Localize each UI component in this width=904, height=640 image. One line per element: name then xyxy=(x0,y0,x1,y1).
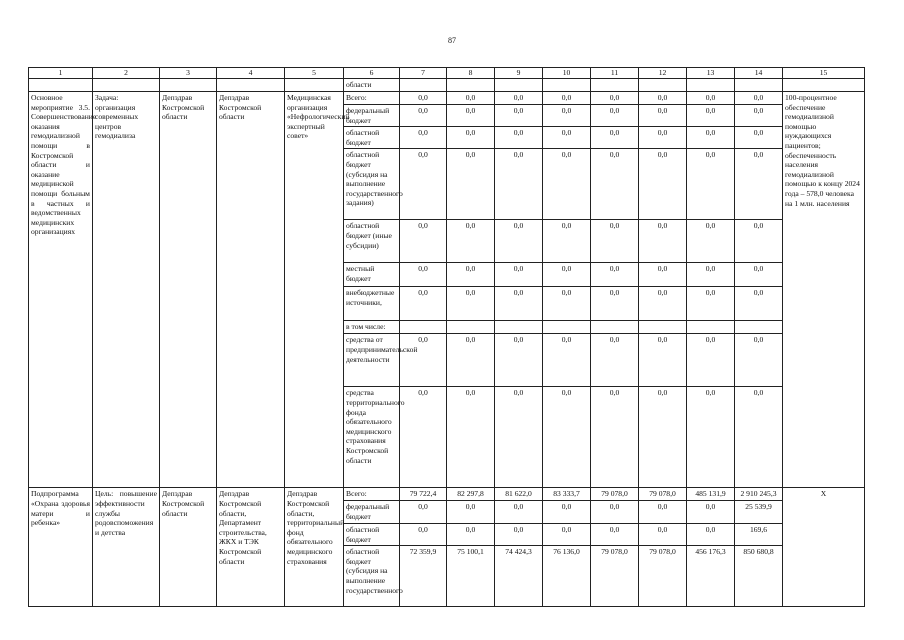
amount-cell: 0,0 xyxy=(735,387,783,488)
header-cell: 1 xyxy=(29,68,93,79)
amount-cell: 0,0 xyxy=(495,387,543,488)
amount-cell: 0,0 xyxy=(495,263,543,287)
amount-cell: 25 539,9 xyxy=(735,500,783,523)
amount-cell: 0,0 xyxy=(639,263,687,287)
amount-cell: 79 078,0 xyxy=(639,546,687,607)
empty-cell xyxy=(93,79,160,92)
block2-activity-name: Подпрограмма «Охрана здоровья матери и ребенка» xyxy=(29,488,93,607)
header-cell: 2 xyxy=(93,68,160,79)
block2-row xyxy=(29,488,865,501)
amount-cell: 0,0 xyxy=(543,263,591,287)
amount-cell: 0,0 xyxy=(639,500,687,523)
amount-cell: 0,0 xyxy=(447,523,495,545)
amount-cell: 79 078,0 xyxy=(591,546,639,607)
header-cell: 5 xyxy=(285,68,344,79)
amount-cell: 0,0 xyxy=(687,334,735,387)
amount-cell: 79 078,0 xyxy=(639,488,687,501)
amount-cell: 0,0 xyxy=(639,287,687,321)
funding-source: местный бюджет xyxy=(344,263,400,287)
amount-cell: 0,0 xyxy=(543,149,591,220)
header-cell: 7 xyxy=(400,68,447,79)
empty-cell xyxy=(783,79,865,92)
amount-cell: 0,0 xyxy=(687,220,735,263)
amount-cell: 0,0 xyxy=(639,127,687,149)
amount-cell: 0,0 xyxy=(735,105,783,127)
block1-coexecutors: Депздрав Костромской области xyxy=(217,92,285,488)
amount-cell: 0,0 xyxy=(447,127,495,149)
header-cell: 11 xyxy=(591,68,639,79)
amount-cell: 0,0 xyxy=(687,500,735,523)
amount-cell xyxy=(447,321,495,334)
header-cell: 3 xyxy=(160,68,217,79)
amount-cell: 0,0 xyxy=(495,149,543,220)
amount-cell: 0,0 xyxy=(447,334,495,387)
amount-cell xyxy=(591,321,639,334)
amount-cell: 169,6 xyxy=(735,523,783,545)
amount-cell: 0,0 xyxy=(400,500,447,523)
block1-task: Задача: организация современных центров гемодиализа xyxy=(93,92,160,488)
amount-cell: 0,0 xyxy=(400,334,447,387)
amount-cell: 0,0 xyxy=(591,287,639,321)
block1-result: 100-процентное обеспечение гемодиализной помощью нуждающихся пациентов; обеспеченность населения гемодиализной помощью к концу 2024 года – 578,0 человека на 1 млн. населения xyxy=(783,92,865,488)
amount-cell: 0,0 xyxy=(639,523,687,545)
amount-cell: 0,0 xyxy=(687,523,735,545)
header-cell: 12 xyxy=(639,68,687,79)
header-cell: 15 xyxy=(783,68,865,79)
amount-cell: 0,0 xyxy=(735,149,783,220)
block1-responsible: Депздрав Костромской области xyxy=(160,92,217,488)
empty-cell xyxy=(495,79,543,92)
amount-cell: 0,0 xyxy=(639,387,687,488)
amount-cell: 0,0 xyxy=(735,287,783,321)
block2-task: Цель: повышение эффективности службы родовспоможения и детства xyxy=(93,488,160,607)
amount-cell: 0,0 xyxy=(591,105,639,127)
header-cell: 10 xyxy=(543,68,591,79)
funding-source: средства территориального фонда обязательного медицинского страхования Костромской области xyxy=(344,387,400,488)
amount-cell: 0,0 xyxy=(543,105,591,127)
amount-cell: 0,0 xyxy=(591,500,639,523)
amount-cell: 76 136,0 xyxy=(543,546,591,607)
amount-cell: 0,0 xyxy=(447,105,495,127)
amount-cell: 72 359,9 xyxy=(400,546,447,607)
amount-cell xyxy=(735,321,783,334)
empty-cell xyxy=(29,79,93,92)
amount-cell: 0,0 xyxy=(687,92,735,105)
funding-source: федеральный бюджет xyxy=(344,500,400,523)
empty-cell xyxy=(735,79,783,92)
amount-cell: 0,0 xyxy=(543,92,591,105)
amount-cell: 0,0 xyxy=(447,149,495,220)
amount-cell: 0,0 xyxy=(495,127,543,149)
amount-cell: 0,0 xyxy=(591,149,639,220)
header-cell: 9 xyxy=(495,68,543,79)
amount-cell xyxy=(639,321,687,334)
amount-cell: 0,0 xyxy=(400,263,447,287)
amount-cell: 0,0 xyxy=(687,127,735,149)
funding-source: областной бюджет (субсидия на выполнение государственного xyxy=(344,546,400,607)
amount-cell: 0,0 xyxy=(447,220,495,263)
header-cell: 4 xyxy=(217,68,285,79)
header-cell: 6 xyxy=(344,68,400,79)
amount-cell: 81 622,0 xyxy=(495,488,543,501)
empty-cell xyxy=(639,79,687,92)
amount-cell: 0,0 xyxy=(400,220,447,263)
block2-participants: Депздрав Костромской области, территориальный фонд обязательного медицинского страхования xyxy=(285,488,344,607)
amount-cell: 75 100,1 xyxy=(447,546,495,607)
empty-cell xyxy=(543,79,591,92)
amount-cell: 850 680,8 xyxy=(735,546,783,607)
amount-cell: 0,0 xyxy=(495,220,543,263)
amount-cell: 0,0 xyxy=(447,387,495,488)
funding-source: областной бюджет (субсидия на выполнение государственного задания) xyxy=(344,149,400,220)
amount-cell: 0,0 xyxy=(495,92,543,105)
amount-cell: 0,0 xyxy=(495,523,543,545)
amount-cell: 0,0 xyxy=(639,92,687,105)
block1-participants: Медицинская организация «Нефрологический экспертный совет» xyxy=(285,92,344,488)
amount-cell: 0,0 xyxy=(400,92,447,105)
amount-cell xyxy=(543,321,591,334)
empty-cell xyxy=(400,79,447,92)
amount-cell: 0,0 xyxy=(591,334,639,387)
amount-cell: 0,0 xyxy=(543,287,591,321)
amount-cell: 79 722,4 xyxy=(400,488,447,501)
block2-responsible: Депздрав Костромской области xyxy=(160,488,217,607)
amount-cell: 0,0 xyxy=(639,334,687,387)
amount-cell: 0,0 xyxy=(591,523,639,545)
amount-cell: 0,0 xyxy=(495,287,543,321)
amount-cell: 0,0 xyxy=(400,523,447,545)
amount-cell: 0,0 xyxy=(591,387,639,488)
amount-cell xyxy=(687,321,735,334)
empty-cell xyxy=(160,79,217,92)
amount-cell: 0,0 xyxy=(687,287,735,321)
header-cell: 8 xyxy=(447,68,495,79)
empty-cell xyxy=(285,79,344,92)
program-table xyxy=(28,67,865,607)
amount-cell: 0,0 xyxy=(495,334,543,387)
header-cell: 14 xyxy=(735,68,783,79)
funding-source: в том числе: xyxy=(344,321,400,334)
amount-cell: 0,0 xyxy=(543,523,591,545)
funding-source: Всего: xyxy=(344,92,400,105)
empty-cell xyxy=(447,79,495,92)
amount-cell: 0,0 xyxy=(400,127,447,149)
funding-source: областной бюджет xyxy=(344,127,400,149)
funding-source: областной бюджет (иные субсидии) xyxy=(344,220,400,263)
amount-cell: 83 333,7 xyxy=(543,488,591,501)
amount-cell: 2 910 245,3 xyxy=(735,488,783,501)
amount-cell: 0,0 xyxy=(543,334,591,387)
empty-cell xyxy=(217,79,285,92)
amount-cell: 456 176,3 xyxy=(687,546,735,607)
amount-cell: 0,0 xyxy=(543,220,591,263)
empty-cell xyxy=(591,79,639,92)
carry-over-row xyxy=(29,79,865,92)
amount-cell: 0,0 xyxy=(400,105,447,127)
funding-source: Всего: xyxy=(344,488,400,501)
amount-cell: 0,0 xyxy=(735,334,783,387)
amount-cell: 0,0 xyxy=(447,287,495,321)
funding-source: внебюджетные источники, xyxy=(344,287,400,321)
carry-over-text: области xyxy=(344,79,400,92)
amount-cell: 0,0 xyxy=(591,92,639,105)
funding-source: областной бюджет xyxy=(344,523,400,545)
amount-cell: 0,0 xyxy=(639,149,687,220)
amount-cell: 0,0 xyxy=(447,92,495,105)
header-cell: 13 xyxy=(687,68,735,79)
amount-cell: 0,0 xyxy=(495,105,543,127)
amount-cell: 0,0 xyxy=(735,220,783,263)
page-number: 87 xyxy=(448,36,456,45)
header-row xyxy=(29,68,865,79)
amount-cell: 0,0 xyxy=(543,127,591,149)
amount-cell: 485 131,9 xyxy=(687,488,735,501)
amount-cell xyxy=(400,321,447,334)
amount-cell: 0,0 xyxy=(639,220,687,263)
amount-cell: 0,0 xyxy=(400,287,447,321)
amount-cell: 74 424,3 xyxy=(495,546,543,607)
block2-coexecutors: Депздрав Костромской области, Департамент строительства, ЖКХ и ТЭК Костромской области xyxy=(217,488,285,607)
amount-cell: 0,0 xyxy=(591,220,639,263)
amount-cell: 0,0 xyxy=(687,387,735,488)
block2-result: X xyxy=(783,488,865,607)
amount-cell: 0,0 xyxy=(591,127,639,149)
block1-row xyxy=(29,92,865,105)
amount-cell: 0,0 xyxy=(735,127,783,149)
amount-cell: 0,0 xyxy=(495,500,543,523)
amount-cell: 82 297,8 xyxy=(447,488,495,501)
amount-cell: 0,0 xyxy=(687,263,735,287)
amount-cell: 0,0 xyxy=(735,263,783,287)
funding-source: федеральный бюджет xyxy=(344,105,400,127)
funding-source: средства от предпринимательской деятельности xyxy=(344,334,400,387)
amount-cell: 0,0 xyxy=(447,263,495,287)
amount-cell: 0,0 xyxy=(543,387,591,488)
amount-cell: 0,0 xyxy=(447,500,495,523)
block1-activity-name: Основное мероприятие 3.5. Совершенствование оказания гемодиализной помощи в Костромской области и оказание медицинской помощи больным в частных и ведомственных медицинских организациях xyxy=(29,92,93,488)
amount-cell: 0,0 xyxy=(543,500,591,523)
amount-cell: 0,0 xyxy=(687,149,735,220)
amount-cell xyxy=(495,321,543,334)
empty-cell xyxy=(687,79,735,92)
amount-cell: 0,0 xyxy=(591,263,639,287)
amount-cell: 0,0 xyxy=(687,105,735,127)
amount-cell: 79 078,0 xyxy=(591,488,639,501)
amount-cell: 0,0 xyxy=(639,105,687,127)
amount-cell: 0,0 xyxy=(400,387,447,488)
amount-cell: 0,0 xyxy=(400,149,447,220)
amount-cell: 0,0 xyxy=(735,92,783,105)
